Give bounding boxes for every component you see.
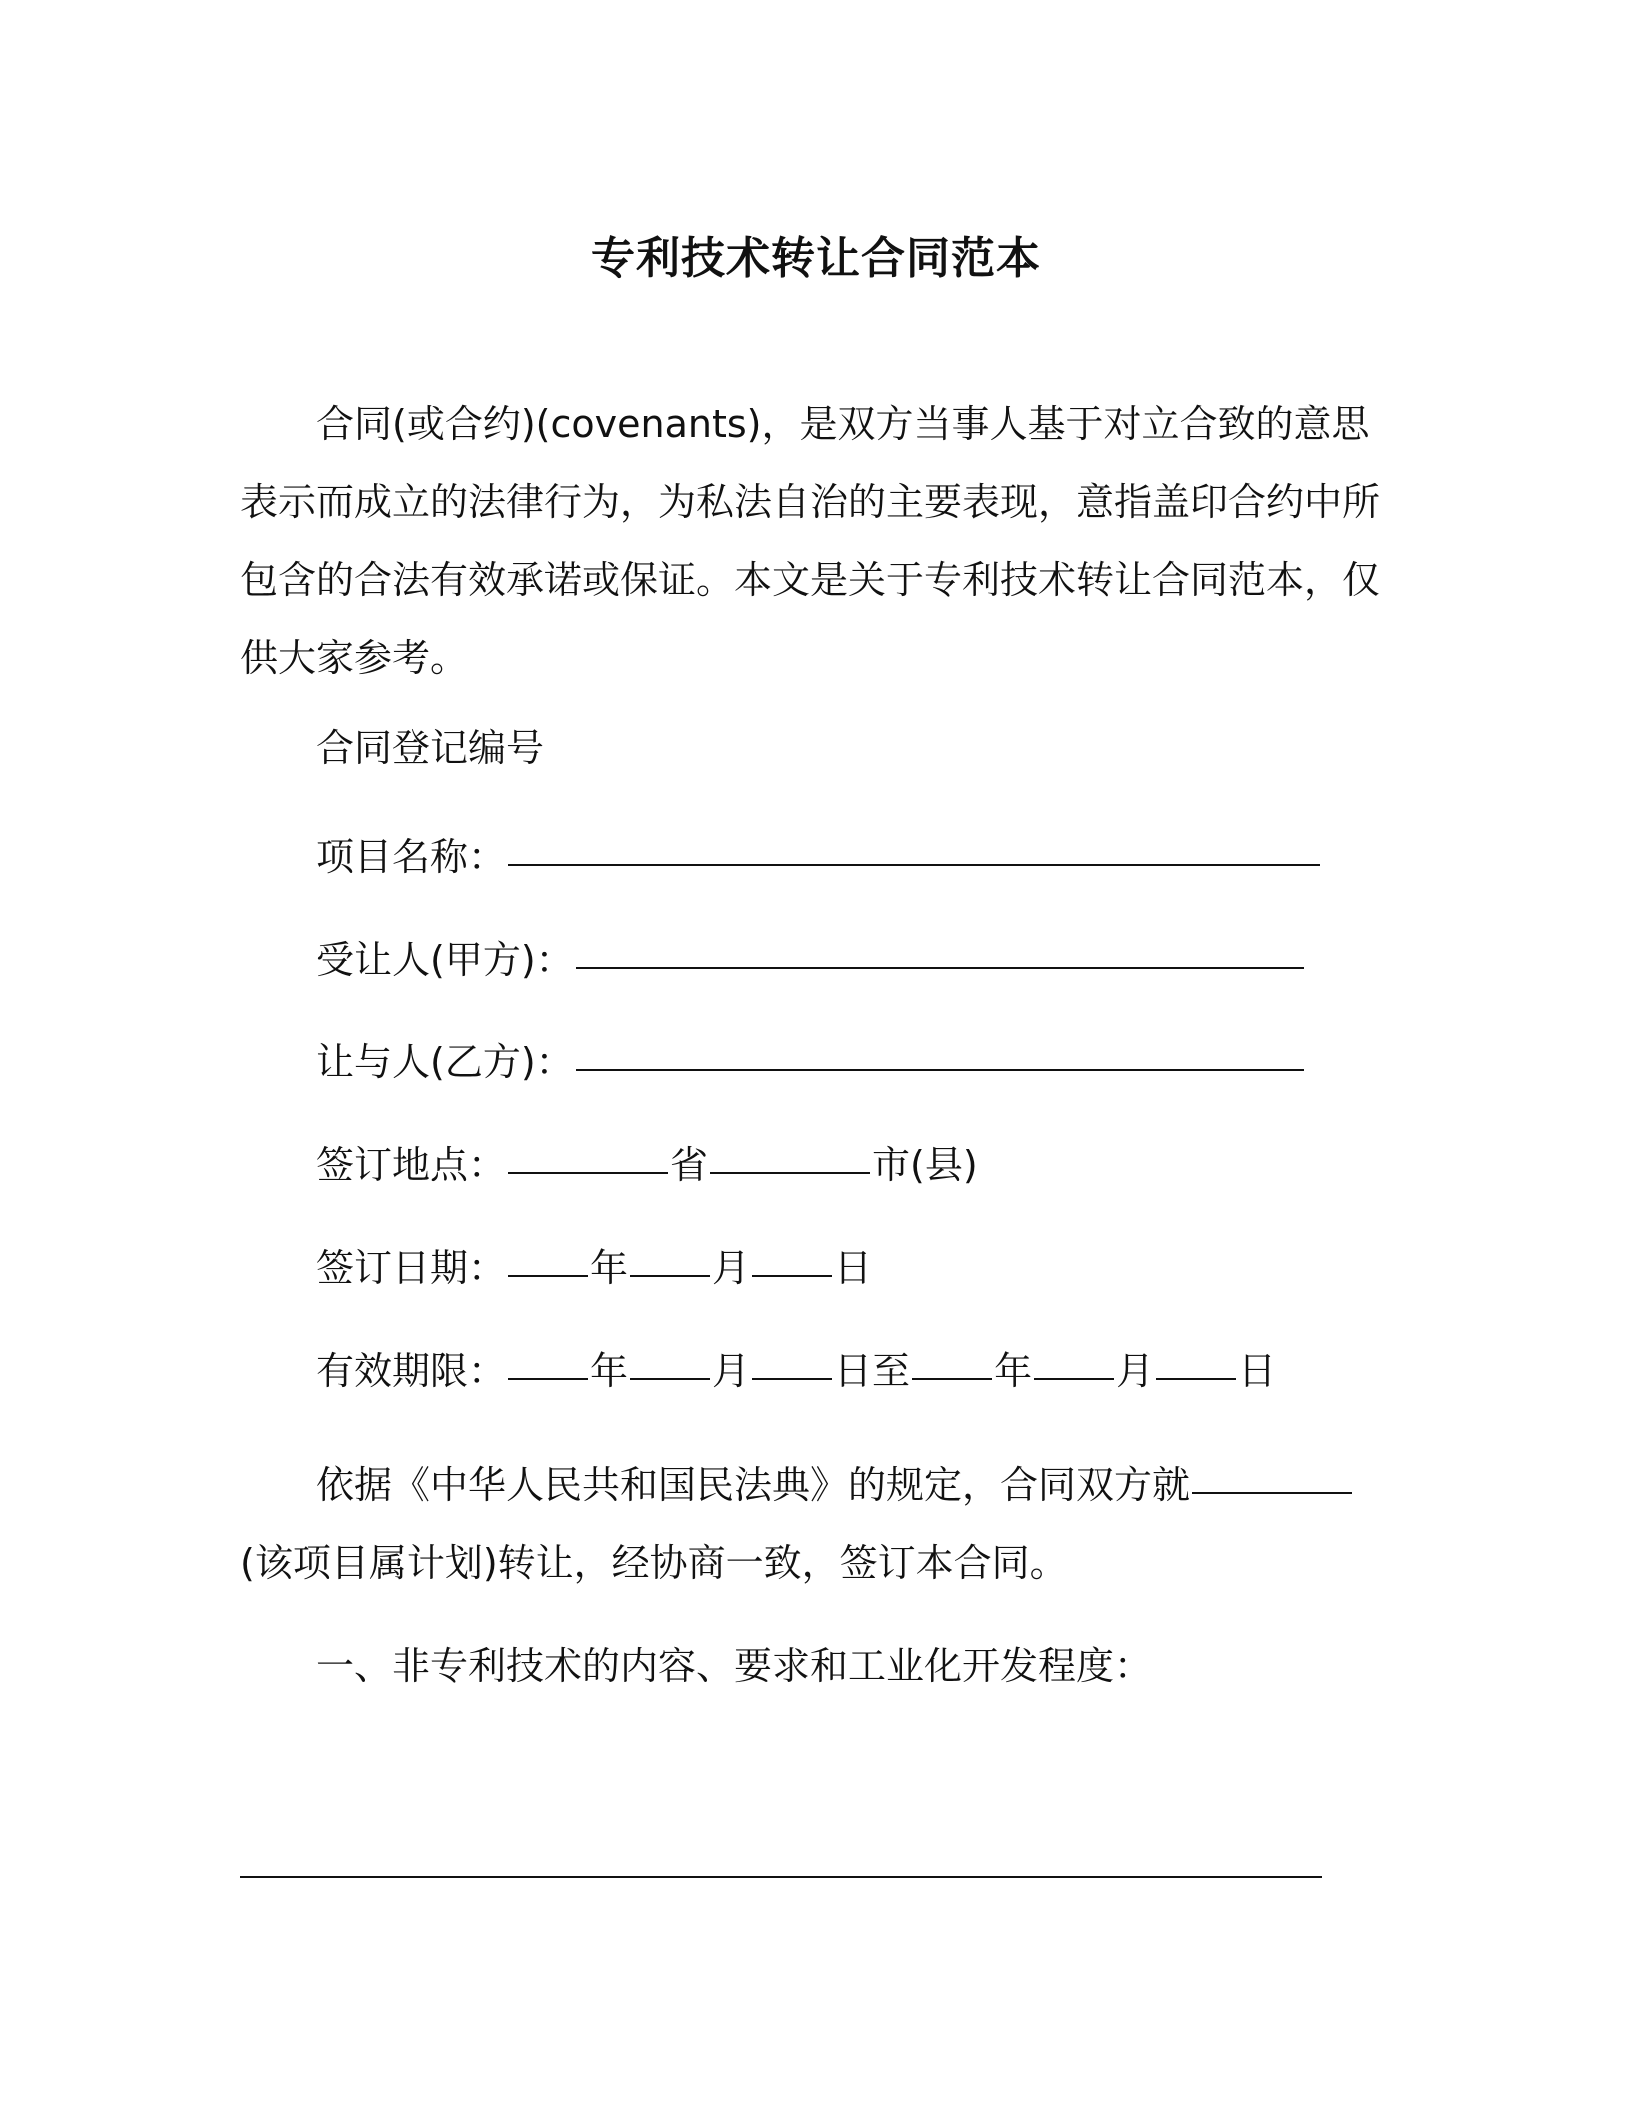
project-name-label: 项目名称： <box>316 835 507 879</box>
intro-paragraph: 合同(或合约)(covenants)，是双方当事人基于对立合致的意思表示而成立的法律行为，为私法自治的主要表现，意指盖印合约中所包含的合法有效承诺或保证。本文是关于专利技术转让合同范本，仅供大家参考。 <box>240 402 1381 680</box>
day-to-label: 日至 <box>834 1349 911 1393</box>
section-1-answer-line[interactable] <box>240 1876 1322 1878</box>
project-name-row <box>316 827 1322 887</box>
legal-basis-text-2: ( <box>240 1541 255 1585</box>
sign-month-field[interactable] <box>630 1235 710 1277</box>
end-month-label: 月 <box>1116 1349 1155 1393</box>
registration-number-label: 合同登记编号 <box>316 726 545 770</box>
city-label: 市(县) <box>872 1143 978 1187</box>
province-label: 省 <box>670 1143 709 1187</box>
sign-year-label: 年 <box>590 1246 629 1290</box>
legal-basis-text-1: 依据《中华人民共和国民法典》的规定，合同双方就 <box>316 1463 1191 1507</box>
validity-row <box>316 1341 1276 1401</box>
section-1-heading: 一、非专利技术的内容、要求和工业化开发程度： <box>316 1644 1153 1688</box>
end-day-field[interactable] <box>1156 1338 1236 1380</box>
sign-place-row <box>316 1135 978 1195</box>
start-year-field[interactable] <box>508 1338 588 1380</box>
assignee-label: 受让人(甲方)： <box>316 938 574 982</box>
assignor-label: 让与人(乙方)： <box>316 1040 574 1084</box>
sign-date-label: 签订日期： <box>316 1246 507 1290</box>
province-field[interactable] <box>508 1132 668 1174</box>
sign-day-field[interactable] <box>752 1235 832 1277</box>
end-year-label: 年 <box>994 1349 1033 1393</box>
assignee-row <box>316 930 1306 990</box>
end-day-label: 日 <box>1238 1349 1277 1393</box>
assignor-row <box>316 1032 1306 1092</box>
sign-day-label: 日 <box>834 1246 873 1290</box>
sign-date-row <box>316 1238 872 1298</box>
assignor-field[interactable] <box>576 1029 1304 1071</box>
sign-place-label: 签订地点： <box>316 1143 507 1187</box>
start-month-label: 月 <box>712 1349 751 1393</box>
start-month-field[interactable] <box>630 1338 710 1380</box>
validity-label: 有效期限： <box>316 1349 507 1393</box>
start-year-label: 年 <box>590 1349 629 1393</box>
project-name-field[interactable] <box>508 824 1320 866</box>
sign-month-label: 月 <box>712 1246 751 1290</box>
end-month-field[interactable] <box>1034 1338 1114 1380</box>
legal-basis-text-3: 该项目属计划)转让，经协商一致，签订本合同。 <box>254 1541 1068 1585</box>
legal-basis-paragraph <box>240 1446 1395 1602</box>
city-field[interactable] <box>710 1132 870 1174</box>
project-plan-field[interactable] <box>1192 1452 1352 1494</box>
end-year-field[interactable] <box>912 1338 992 1380</box>
document-title: 专利技术转让合同范本 <box>591 233 1041 284</box>
sign-year-field[interactable] <box>508 1235 588 1277</box>
assignee-field[interactable] <box>576 927 1304 969</box>
start-day-field[interactable] <box>752 1338 832 1380</box>
